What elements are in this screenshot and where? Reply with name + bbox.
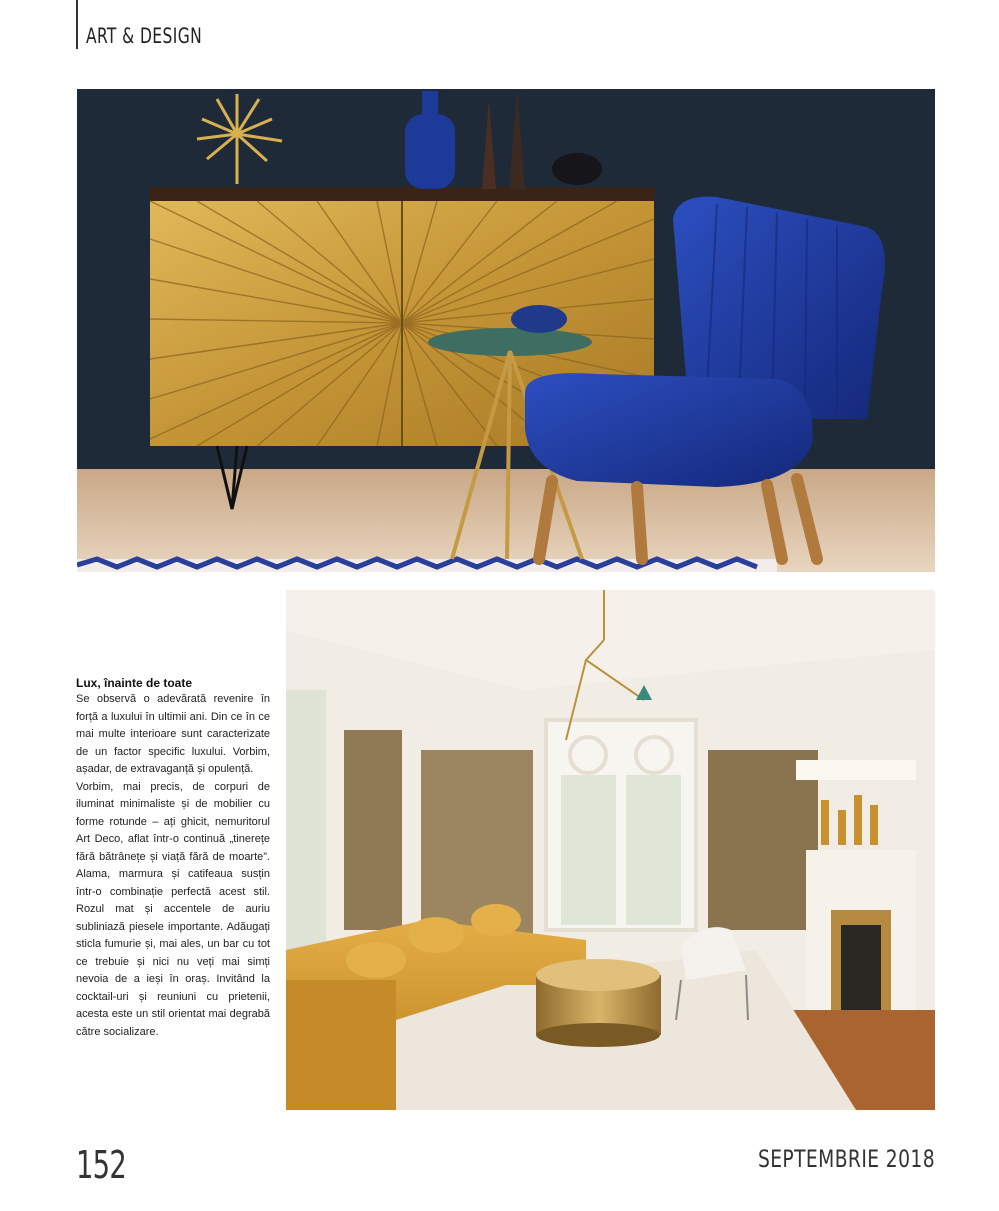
page-number: 152 bbox=[76, 1143, 127, 1187]
photo-living-room bbox=[286, 590, 935, 1110]
article-paragraph: Vorbim, mai precis, de corpuri de iluminat minimaliste și de mobilier cu forme rotunde – ați ghicit, nemuritorul Art Deco, aflat într-o continuă „tinerețe fără bătrânețe și viață fără de moarte”. Alama, marmura și catifeaua susțin într-o combinație perfectă acest stil. Rozul mat și accentele de auriu subliniază piesele importante. Adăugați sticla fumurie și, mai ales, un bar cu tot ce trebuie și nici nu veți mai simți nevoia de a ieși în oraș. Invitând la cocktail-uri și reuniuni cu prietenii, acesta este un stil orientat mai degrabă către socializare. bbox=[76, 780, 270, 1038]
photo-sideboard-chair bbox=[77, 89, 935, 572]
issue-date: SEPTEMBRIE 2018 bbox=[757, 1145, 935, 1173]
article-paragraph: Se observă o adevărată revenire în forță a luxului în ultimii ani. Din ce în ce mai multe interioare sunt caracterizate de un factor specific luxului. Vorbim, așadar, de extravaganță și opulență. bbox=[76, 693, 270, 775]
header-rule bbox=[76, 0, 78, 49]
section-title: ART & DESIGN bbox=[86, 24, 203, 48]
article-heading: Lux, înainte de toate bbox=[76, 676, 193, 690]
article-column bbox=[76, 675, 270, 1041]
